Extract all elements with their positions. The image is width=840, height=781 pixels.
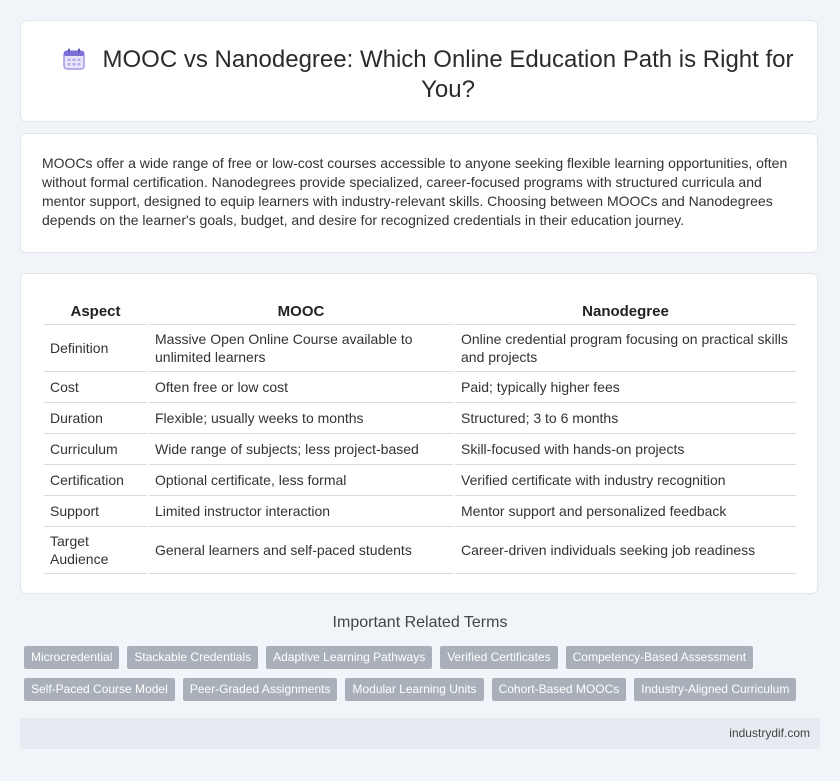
intro-card bbox=[20, 133, 818, 253]
term-tag[interactable]: Self-Paced Course Model bbox=[24, 678, 175, 701]
comparison-table-card bbox=[20, 273, 818, 594]
calendar-icon bbox=[63, 48, 85, 70]
related-terms-heading: Important Related Terms bbox=[332, 614, 508, 631]
row-mooc: Wide range of subjects; less project-based bbox=[149, 434, 453, 465]
header-nanodegree: Nanodegree bbox=[455, 294, 796, 325]
title-card bbox=[20, 20, 818, 122]
table-row bbox=[44, 325, 796, 372]
term-tag[interactable]: Cohort-Based MOOCs bbox=[492, 678, 627, 701]
row-mooc: Optional certificate, less formal bbox=[149, 465, 453, 496]
footer bbox=[20, 718, 820, 749]
header-aspect: Aspect bbox=[44, 294, 147, 325]
row-aspect: Definition bbox=[44, 325, 147, 372]
row-nanodegree: Mentor support and personalized feedback bbox=[455, 496, 796, 527]
term-tag[interactable]: Competency-Based Assessment bbox=[566, 646, 753, 669]
page-title: MOOC vs Nanodegree: Which Online Education Path is Right for You? bbox=[102, 46, 794, 103]
intro-paragraph: MOOCs offer a wide range of free or low-cost courses accessible to anyone seeking flexible learning opportunities, often without formal certification. Nanodegrees provide specialized, career-focused programs with structured curricula and mentor support, designed to equip learners with industry-relevant skills. Choosing between MOOCs and Nanodegrees depends on the learner's goals, budget, and desire for recognized credentials in their education journey. bbox=[42, 155, 788, 228]
table-row bbox=[44, 372, 796, 403]
table-row bbox=[44, 527, 796, 574]
row-nanodegree: Skill-focused with hands-on projects bbox=[455, 434, 796, 465]
term-tag[interactable]: Microcredential bbox=[24, 646, 119, 669]
term-tag[interactable]: Stackable Credentials bbox=[127, 646, 258, 669]
row-mooc: Flexible; usually weeks to months bbox=[149, 403, 453, 434]
table-row bbox=[44, 434, 796, 465]
row-aspect: Support bbox=[44, 496, 147, 527]
table-row bbox=[44, 403, 796, 434]
row-mooc: Limited instructor interaction bbox=[149, 496, 453, 527]
tag-row bbox=[24, 678, 824, 701]
row-mooc: Massive Open Online Course available to unlimited learners bbox=[149, 325, 453, 372]
row-aspect: Target Audience bbox=[44, 527, 147, 574]
term-tag[interactable]: Adaptive Learning Pathways bbox=[266, 646, 432, 669]
row-nanodegree: Verified certificate with industry recognition bbox=[455, 465, 796, 496]
comparison-table bbox=[42, 294, 798, 574]
row-aspect: Certification bbox=[44, 465, 147, 496]
row-nanodegree: Paid; typically higher fees bbox=[455, 372, 796, 403]
related-terms-tags bbox=[24, 646, 824, 710]
row-aspect: Duration bbox=[44, 403, 147, 434]
term-tag[interactable]: Verified Certificates bbox=[440, 646, 557, 669]
row-aspect: Cost bbox=[44, 372, 147, 403]
footer-site-link[interactable]: industrydif.com bbox=[729, 726, 810, 740]
header-mooc: MOOC bbox=[149, 294, 453, 325]
row-aspect: Curriculum bbox=[44, 434, 147, 465]
term-tag[interactable]: Modular Learning Units bbox=[345, 678, 483, 701]
table-header-row bbox=[44, 294, 796, 325]
term-tag[interactable]: Industry-Aligned Curriculum bbox=[634, 678, 796, 701]
term-tag[interactable]: Peer-Graded Assignments bbox=[183, 678, 338, 701]
row-nanodegree: Career-driven individuals seeking job readiness bbox=[455, 527, 796, 574]
tag-row bbox=[24, 646, 824, 669]
table-row bbox=[44, 496, 796, 527]
row-mooc: General learners and self-paced students bbox=[149, 527, 453, 574]
row-mooc: Often free or low cost bbox=[149, 372, 453, 403]
row-nanodegree: Online credential program focusing on practical skills and projects bbox=[455, 325, 796, 372]
row-nanodegree: Structured; 3 to 6 months bbox=[455, 403, 796, 434]
table-row bbox=[44, 465, 796, 496]
